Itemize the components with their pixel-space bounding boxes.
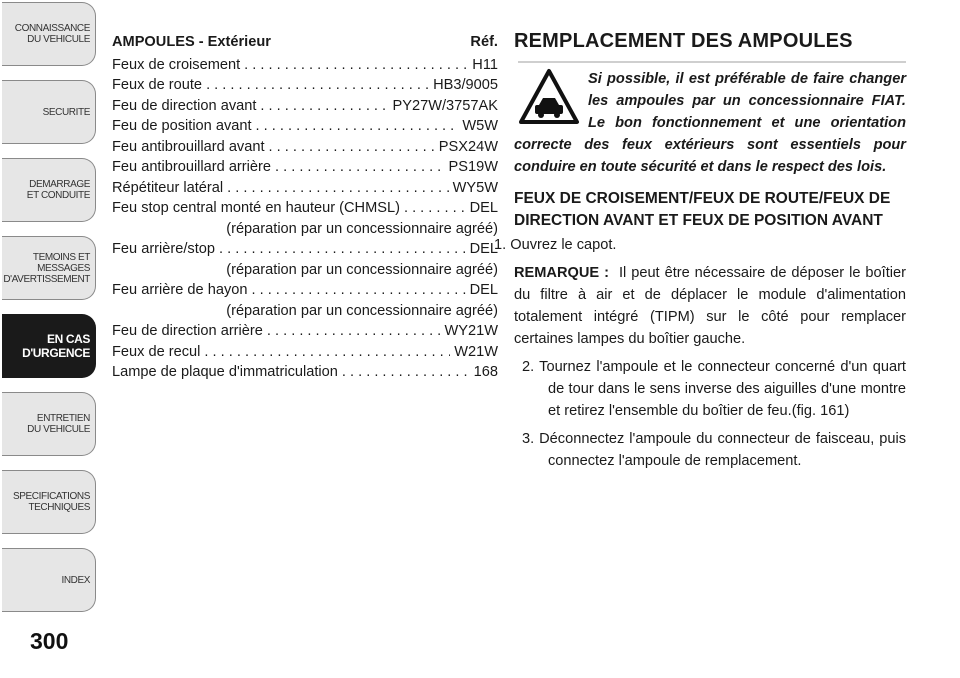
bulb-ref: DEL (469, 200, 498, 216)
bulb-row (112, 178, 498, 199)
step-3: 3. Déconnectez l'ampoule du connecteur de faisceau, puis connectez l'ampoule de remplacement. (522, 431, 906, 469)
bulb-note: (réparation par un concessionnaire agréé) (226, 261, 498, 278)
bulb-ref: WY21W (444, 323, 498, 339)
bulb-row (112, 157, 498, 178)
bulb-ref: DEL (469, 282, 498, 298)
bulb-label: Lampe de plaque d'immatriculation (112, 364, 338, 380)
bulb-table (112, 32, 498, 383)
tab-label-line: DU VEHICULE (27, 424, 90, 435)
bulb-label: Feu antibrouillard avant (112, 138, 265, 155)
tab-label-line: D'AVERTISSEMENT (3, 273, 90, 285)
dot-leader (269, 137, 435, 158)
bulb-note: (réparation par un concessionnaire agréé) (226, 220, 498, 237)
bulb-ref: DEL (469, 241, 498, 257)
bulb-row (112, 137, 498, 158)
remark-text: Il peut être nécessaire de déposer le boîtier du filtre à air et de déplacer le module d'alimentation totalement intégré (TIPM) sur le côté pour remplacer certaines lampes du boîtier gauche. (514, 265, 906, 347)
tab-specifications-techniques[interactable] (2, 470, 96, 534)
bulb-label: Feu de direction arrière (112, 323, 263, 339)
tab-label-line: CONNAISSANCE (14, 23, 90, 34)
bulb-label: Feu de position avant (112, 118, 252, 134)
dot-leader (267, 321, 441, 342)
bulb-table-ref-header: Réf. (470, 34, 498, 50)
bulb-ref: W21W (454, 343, 498, 360)
dot-leader (260, 96, 388, 117)
tab-label-line: SECURITE (42, 106, 90, 118)
bulb-label: Feu antibrouillard arrière (112, 159, 271, 175)
subsection-title: FEUX DE CROISEMENT/FEUX DE ROUTE/FEUX DE DIRECTION AVANT ET FEUX DE POSITION AVANT (514, 190, 891, 229)
section-title: REMPLACEMENT DES AMPOULES (514, 30, 853, 52)
bulb-ref: PS19W (448, 159, 498, 175)
tab-entretien-du-vehicule[interactable] (2, 392, 96, 456)
bulb-label: Répétiteur latéral (112, 179, 224, 196)
tab-label-line: TEMOINS ET (32, 251, 90, 263)
dot-leader (342, 362, 470, 383)
dot-leader (275, 157, 445, 178)
bulb-label: Feu stop central monté en hauteur (CHMSL) (112, 200, 400, 216)
bulb-ref: H11 (472, 56, 498, 73)
dot-leader (219, 239, 466, 260)
bulb-row (112, 239, 498, 260)
bulb-row (112, 342, 498, 363)
remark-label: REMARQUE : (514, 265, 609, 281)
page-number: 300 (30, 628, 69, 654)
bulb-ref: 168 (473, 364, 498, 380)
bulb-label: Feu arrière de hayon (112, 282, 248, 298)
bulb-ref: PSX24W (438, 138, 498, 155)
tab-demarrage-et-conduite[interactable] (2, 158, 96, 222)
tab-label-line: ET CONDUITE (26, 190, 90, 201)
bulb-row (112, 362, 498, 383)
bulb-ref: PY27W/3757AK (392, 97, 498, 114)
chapter-sidebar (0, 0, 98, 678)
dot-leader (256, 116, 459, 137)
tab-connaissance-du-vehicule[interactable] (2, 2, 96, 66)
bulb-label: Feux de route (112, 77, 203, 93)
bulb-ref: WY5W (452, 179, 498, 196)
bulb-table-header (112, 32, 498, 53)
warning-text: Si possible, il est préférable de faire changer les ampoules par un concessionnaire FIAT. Le bon fonctionnement et une orientation correcte des feux extérieurs sont essentiels pour conduire en toute sécurité et dans le respect des lois. (514, 71, 906, 175)
dot-leader (244, 55, 468, 76)
warning-rule (518, 61, 906, 63)
bulb-replacement-section (494, 30, 906, 472)
tab-label-line: EN CAS (47, 332, 90, 346)
tab-securite[interactable] (2, 80, 96, 144)
step-2: 2. Tournez l'ampoule et le connecteur concerné d'un quart de tour dans le sens inverse des aiguilles d'une montre et retirez l'ensemble du boîtier de feu.(fig. 161) (522, 359, 906, 419)
bulb-row (112, 75, 498, 96)
bulb-label: Feux de croisement (112, 56, 241, 73)
dot-leader (204, 342, 450, 363)
dot-leader (404, 198, 466, 219)
warning-triangle-car-icon (518, 68, 580, 126)
dot-leader (251, 280, 465, 301)
remark-paragraph (514, 262, 906, 350)
tab-label-line: D'URGENCE (22, 346, 90, 360)
tab-temoins-et-messages[interactable] (2, 236, 96, 300)
dot-leader (206, 75, 429, 96)
bulb-row (112, 321, 498, 342)
tab-index[interactable] (2, 548, 96, 612)
bulb-row (112, 116, 498, 137)
bulb-row (112, 96, 498, 117)
bulb-ref: W5W (462, 118, 498, 134)
tab-label-line: DU VEHICULE (27, 34, 90, 45)
bulb-row (112, 55, 498, 76)
warning-box (514, 62, 906, 178)
tab-label-line: MESSAGES (37, 262, 90, 274)
bulb-row (112, 280, 498, 301)
tab-label-line: SPECIFICATIONS (12, 491, 90, 502)
bulb-label: Feu de direction avant (112, 97, 257, 114)
step-1: 1. Ouvrez le capot. (494, 237, 617, 253)
bulb-label: Feux de recul (112, 343, 201, 360)
bulb-note: (réparation par un concessionnaire agréé) (226, 302, 498, 319)
dot-leader (227, 178, 448, 199)
tab-label-line: TECHNIQUES (28, 502, 90, 513)
tab-label-line: ENTRETIEN (36, 413, 90, 424)
tab-en-cas-d-urgence[interactable] (2, 314, 96, 378)
bulb-label: Feu arrière/stop (112, 241, 216, 257)
bulb-row (112, 198, 498, 219)
tab-label-line: DEMARRAGE (29, 179, 90, 190)
bulb-table-title: AMPOULES - Extérieur (112, 34, 271, 50)
tab-label-line: INDEX (61, 574, 90, 586)
bulb-ref: HB3/9005 (433, 77, 498, 93)
